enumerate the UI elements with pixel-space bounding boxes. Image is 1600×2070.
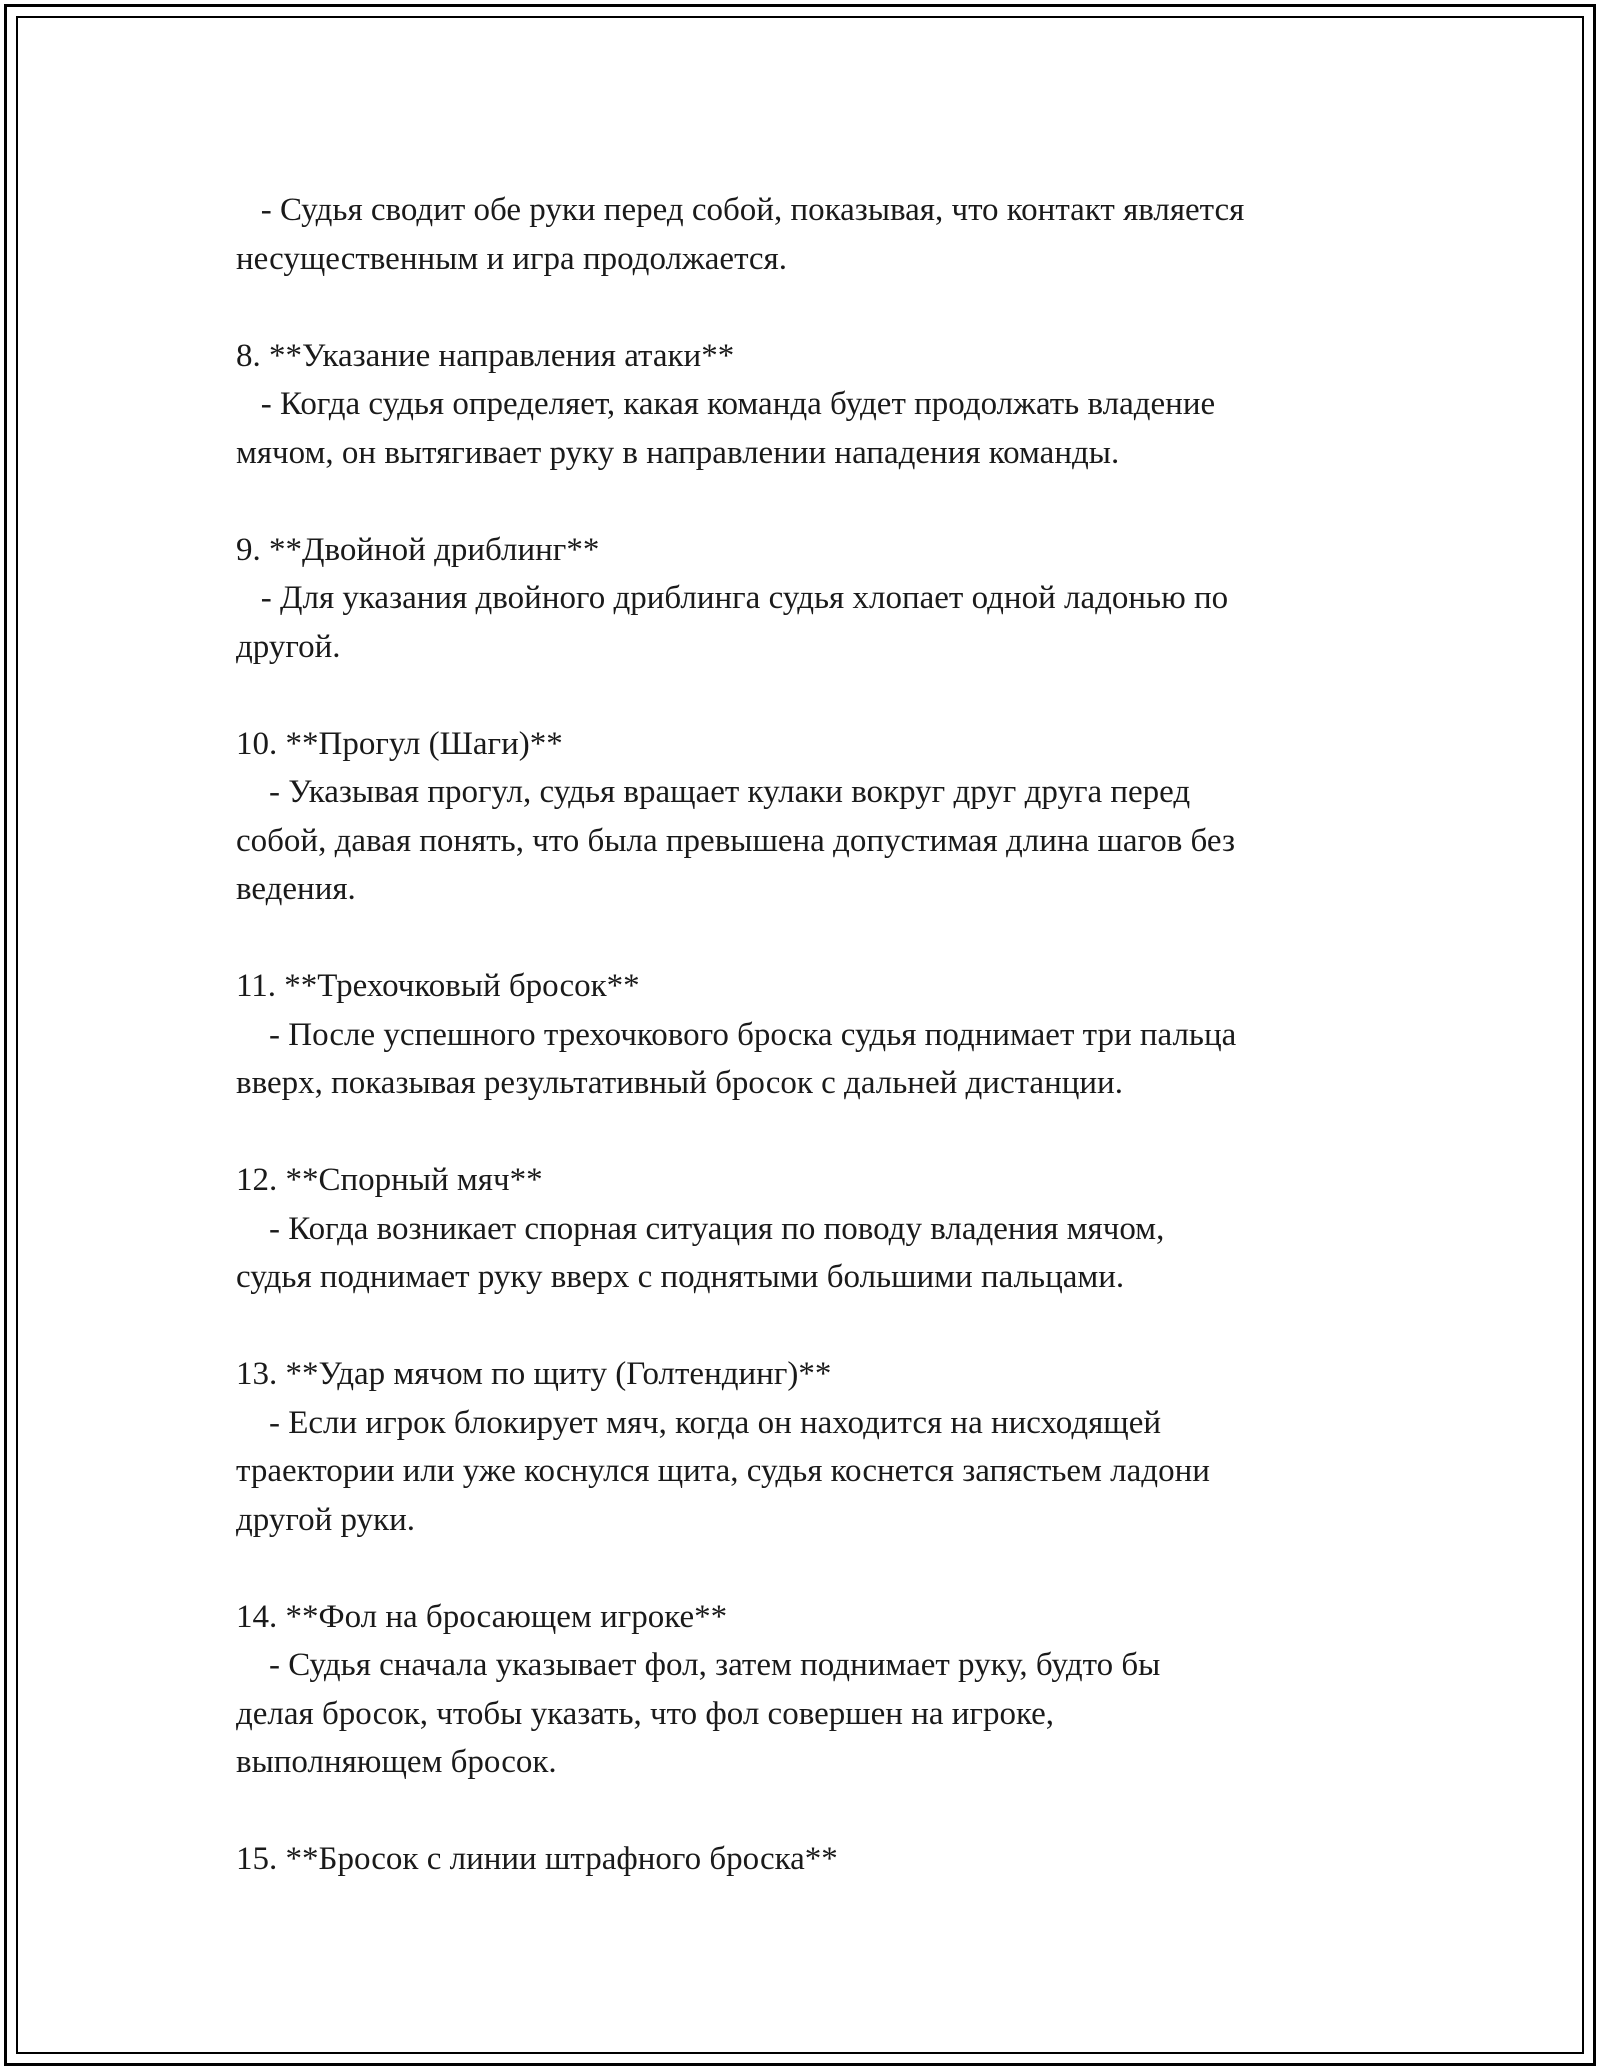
text-line: - Когда возникает спорная ситуация по поводу владения мячом, [236, 1210, 1165, 1247]
text-line: - Для указания двойного дриблинга судья хлопает одной ладонью по [236, 580, 1229, 616]
paragraph-gap [236, 283, 1396, 332]
text-line: другой руки. [236, 1501, 415, 1538]
text-line: вверх, показывая результативный бросок с дальней дистанции. [236, 1065, 1123, 1101]
paragraph-gap [236, 1787, 1396, 1836]
text-line: судья поднимает руку вверх с поднятыми большими пальцами. [236, 1259, 1125, 1295]
text-line: - Когда судья определяет, какая команда будет продолжать владение [236, 386, 1216, 422]
text-line: выполняющем бросок. [236, 1744, 557, 1780]
list-item-13 [236, 1350, 1396, 1544]
document-body [236, 186, 1396, 1884]
text-line: - Если игрок блокирует мяч, когда он находится на нисходящей [236, 1404, 1161, 1441]
paragraph-gap [236, 671, 1396, 720]
text-line: - Судья сводит обе руки перед собой, показывая, что контакт является [236, 192, 1245, 228]
list-item-9 [236, 526, 1396, 672]
list-item-heading: 11. **Трехочковый бросок** [236, 968, 640, 1004]
list-item-8 [236, 332, 1396, 478]
text-line: - После успешного трехочкового броска судья поднимает три пальца [236, 1016, 1237, 1053]
list-item-10 [236, 720, 1396, 914]
text-line: мячом, он вытягивает руку в направлении нападения команды. [236, 434, 1120, 471]
list-item-heading: 9. **Двойной дриблинг** [236, 531, 600, 568]
text-line: собой, давая понять, что была превышена допустимая длина шагов без [236, 822, 1235, 859]
list-item-heading: 15. **Бросок с линии штрафного броска** [236, 1841, 838, 1877]
paragraph-gap [236, 1108, 1396, 1157]
list-item-15 [236, 1835, 1396, 1884]
list-item-heading: 13. **Удар мячом по щиту (Голтендинг)** [236, 1356, 832, 1392]
paragraph-gap [236, 1302, 1396, 1351]
text-line: ведения. [236, 871, 356, 907]
text-line: другой. [236, 628, 341, 665]
list-item-heading: 14. **Фол на бросающем игроке** [236, 1598, 728, 1635]
list-item-heading: 8. **Указание направления атаки** [236, 337, 735, 374]
text-line: траектории или уже коснулся щита, судья коснется запястьем ладони [236, 1453, 1210, 1489]
list-item-11 [236, 962, 1396, 1108]
list-item-heading: 12. **Спорный мяч** [236, 1162, 543, 1198]
paragraph-gap [236, 1544, 1396, 1593]
text-block [236, 186, 1396, 283]
text-line: - Указывая прогул, судья вращает кулаки вокруг друг друга перед [236, 774, 1191, 810]
list-item-heading: 10. **Прогул (Шаги)** [236, 725, 563, 762]
list-item-12 [236, 1156, 1396, 1302]
paragraph-gap [236, 477, 1396, 526]
text-line: делая бросок, чтобы указать, что фол совершен на игроке, [236, 1695, 1055, 1732]
list-item-14 [236, 1593, 1396, 1787]
text-line: несущественным и игра продолжается. [236, 240, 787, 277]
text-line: - Судья сначала указывает фол, затем поднимает руку, будто бы [236, 1647, 1161, 1683]
paragraph-gap [236, 914, 1396, 963]
